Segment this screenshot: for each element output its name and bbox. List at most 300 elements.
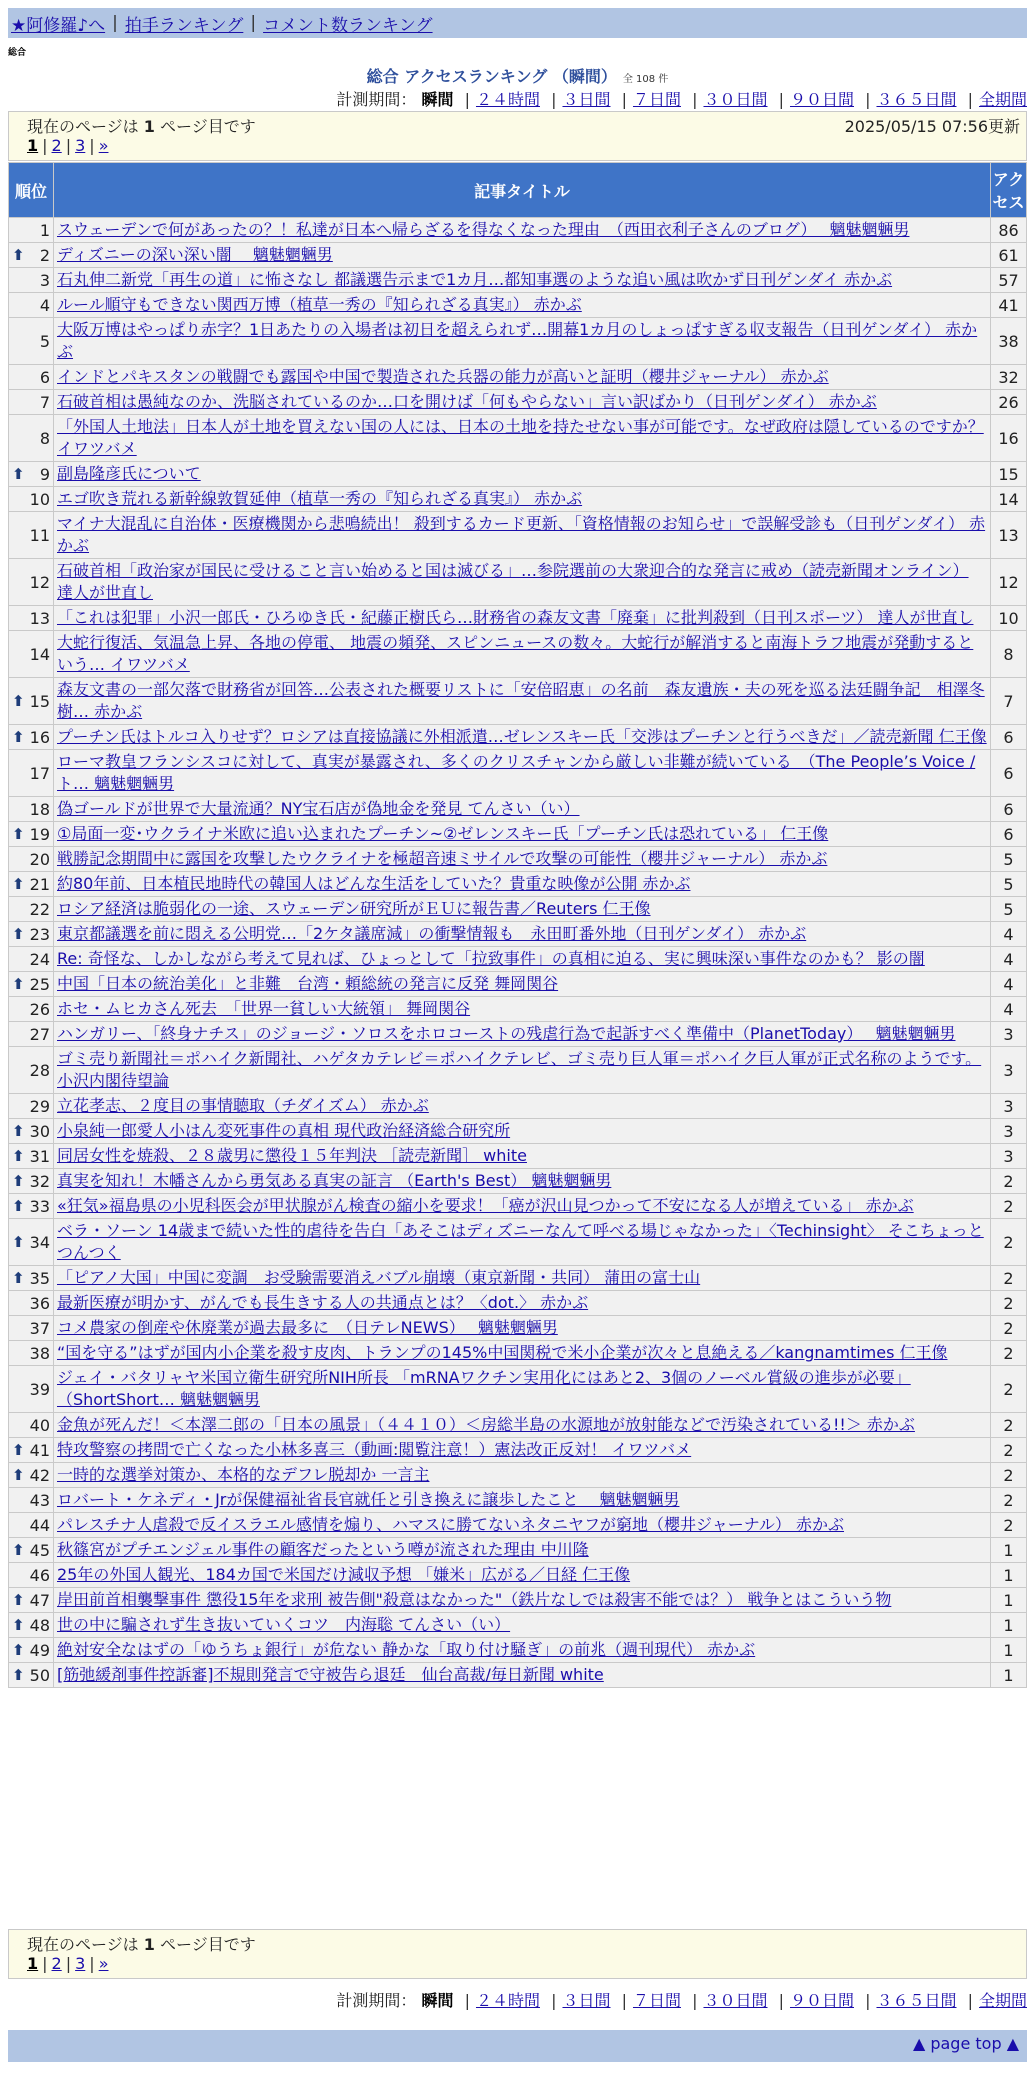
- article-title-link[interactable]: Re: 奇怪な、しかしながら考えて見れば、ひょっとして「拉致事件」の真相に迫る、実に興味深い事件なのかも？ 影の闇: [57, 949, 925, 968]
- article-title-link[interactable]: スウェーデンで何があったの？！私達が日本へ帰らざるを得なくなった理由 （西田衣利子さんのブログ） 魑魅魍魎男: [57, 220, 910, 239]
- title-cell: [54, 1513, 991, 1538]
- rank-number: 19: [29, 824, 50, 844]
- article-title-link[interactable]: ロシア経済は脆弱化の一途、スウェーデン研究所がＥＵに報告書／Reuters 仁王像: [57, 899, 651, 918]
- title-cell: [54, 243, 991, 268]
- rank-cell: [9, 997, 54, 1022]
- table-row: [9, 1613, 1027, 1638]
- rank-number: 22: [29, 899, 50, 919]
- table-row: [9, 606, 1027, 631]
- rank-number: 24: [29, 949, 50, 969]
- period-separator: |: [778, 90, 784, 109]
- title-cell: [54, 559, 991, 606]
- rank-up-arrow-icon: ⬆: [12, 1232, 25, 1251]
- next-page-link[interactable]: »: [98, 1954, 109, 1973]
- table-row: [9, 922, 1027, 947]
- rank-cell: [9, 1291, 54, 1316]
- title-cell: [54, 678, 991, 725]
- rank-up-arrow-icon: ⬆: [12, 1196, 25, 1215]
- access-count: 10: [991, 606, 1027, 631]
- access-count: 57: [991, 268, 1027, 293]
- rank-cell: [9, 847, 54, 872]
- article-title-link[interactable]: インドとパキスタンの戦闘でも露国や中国で製造された兵器の能力が高いと証明（櫻井ジャーナル） 赤かぶ: [57, 367, 829, 386]
- access-count: 2: [991, 1291, 1027, 1316]
- rank-cell: [9, 897, 54, 922]
- page-separator: |: [65, 1954, 72, 1973]
- access-count: 4: [991, 972, 1027, 997]
- rank-cell: [9, 1513, 54, 1538]
- title-cell: [54, 268, 991, 293]
- article-title-link[interactable]: 大蛇行復活、気温急上昇、各地の停電、 地震の頻発、スピンニュースの数々。大蛇行が解消すると南海トラフ地震が発動するという… イワツバメ: [57, 633, 974, 674]
- rank-number: 42: [29, 1465, 50, 1485]
- period-separator: |: [551, 1991, 557, 2010]
- rank-cell: [9, 559, 54, 606]
- category-tag: 総合: [8, 48, 27, 58]
- table-row: [9, 1291, 1027, 1316]
- article-title-link[interactable]: 秋篠宮がプチエンジェル事件の顧客だったという噂が流された理由 中川隆: [57, 1540, 589, 1559]
- article-title-link[interactable]: [筋弛緩剤事件控訴審]不規則発言で守被告ら退廷 仙台高裁/毎日新聞 white: [57, 1665, 604, 1684]
- article-title-link[interactable]: 「ピアノ大国」中国に変調 お受験需要消えバブル崩壊（東京新聞・共同） 蒲田の富士山: [57, 1268, 701, 1287]
- rank-cell: [9, 1047, 54, 1094]
- period-separator: |: [621, 90, 627, 109]
- table-row: [9, 559, 1027, 606]
- rank-cell: [9, 1094, 54, 1119]
- table-row: [9, 972, 1027, 997]
- article-title-link[interactable]: 石破首相は愚純なのか、洗脳されているのか…口を開けば「何もやらない」言い訳ばかり（日刊ゲンダイ） 赤かぶ: [57, 392, 877, 411]
- pager-panel-bottom: [8, 1929, 1027, 1979]
- rank-number: 48: [29, 1615, 50, 1635]
- rank-number: 12: [29, 572, 50, 592]
- period-30d-link[interactable]: ３０日間: [703, 1991, 768, 2010]
- access-count: 86: [991, 218, 1027, 243]
- article-title-link[interactable]: 最新医療が明かす、がんでも長生きする人の共通点とは？〈dot.〉 赤かぶ: [57, 1293, 589, 1312]
- title-cell: [54, 922, 991, 947]
- table-row: [9, 750, 1027, 797]
- table-row: [9, 1563, 1027, 1588]
- top-nav-bar: [8, 8, 1027, 38]
- rank-cell: [9, 1438, 54, 1463]
- rank-up-arrow-icon: ⬆: [12, 1121, 25, 1140]
- title-cell: [54, 947, 991, 972]
- article-title-link[interactable]: 約80年前、日本植民地時代の韓国人はどんな生活をしていた？貴重な映像が公開 赤かぶ: [57, 874, 691, 893]
- access-count: 6: [991, 797, 1027, 822]
- rank-up-arrow-icon: ⬆: [12, 1540, 25, 1559]
- article-title-link[interactable]: 「外国人土地法」日本人が土地を買えない国の人には、日本の土地を持たせない事が可能です。なぜ政府は隠しているのですか？ イワツバメ: [57, 417, 984, 458]
- access-count: 38: [991, 318, 1027, 365]
- rank-number: 6: [39, 367, 50, 387]
- article-title-link[interactable]: 絶対安全なはずの「ゆうちょ銀行」が危ない 静かな「取り付け騒ぎ」の前兆（週刊現代） 赤かぶ: [57, 1640, 756, 1659]
- page-link-1[interactable]: 1: [27, 136, 39, 155]
- article-title-link[interactable]: ①局面一変･ウクライナ米欧に追い込まれたプーチン~②ゼレンスキー氏「プーチン氏は恐れている」 仁王像: [57, 824, 829, 843]
- title-cell: [54, 1663, 991, 1688]
- title-cell: [54, 293, 991, 318]
- table-row: [9, 1144, 1027, 1169]
- rank-up-arrow-icon: ⬆: [12, 1146, 25, 1165]
- article-title-link[interactable]: 「これは犯罪」小沢一郎氏・ひろゆき氏・紀藤正樹氏ら…財務省の森友文書「廃棄」に批判殺到（日刊スポーツ） 達人が世直し: [57, 608, 974, 627]
- period-separator: |: [967, 1991, 973, 2010]
- table-row: [9, 847, 1027, 872]
- access-count: 16: [991, 415, 1027, 462]
- period-365d-link[interactable]: ３６５日間: [876, 90, 957, 109]
- title-cell: [54, 1638, 991, 1663]
- table-row: [9, 218, 1027, 243]
- article-title-link[interactable]: ベラ・ソーン 14歳まで続いた性的虐待を告白「あそこはディズニーなんて呼べる場じゃなかった」〈Techinsight〉 そこちょっとつんつく: [57, 1221, 984, 1262]
- title-cell: [54, 1291, 991, 1316]
- rank-cell: [9, 487, 54, 512]
- table-row: [9, 365, 1027, 390]
- article-title-link[interactable]: 偽ゴールドが世界で大量流通？NY宝石店が偽地金を発見 てんさい（い）: [57, 799, 580, 818]
- access-count: 2: [991, 1463, 1027, 1488]
- access-count: 4: [991, 997, 1027, 1022]
- article-title-link[interactable]: 副島隆彦氏について: [57, 464, 201, 483]
- table-row: [9, 797, 1027, 822]
- page-links: [9, 136, 1026, 160]
- title-cell: [54, 365, 991, 390]
- article-title-link[interactable]: 大阪万博はやっぱり赤字？1日あたりの入場者は初日を超えられず…開幕1カ月のしょっぱすぎる収支報告（日刊ゲンダイ） 赤かぶ: [57, 320, 978, 361]
- period-separator: |: [692, 90, 698, 109]
- period-3d-link[interactable]: ３日間: [562, 90, 611, 109]
- access-count: 5: [991, 847, 1027, 872]
- rank-cell: [9, 1463, 54, 1488]
- article-title-link[interactable]: プーチン氏はトルコ入りせず？ロシアは直接協議に外相派遣…ゼレンスキー氏「交渉はプーチンと行うべきだ」／読売新聞 仁王像: [57, 727, 987, 746]
- period-7d-link[interactable]: ７日間: [632, 1991, 681, 2010]
- rank-cell: [9, 822, 54, 847]
- rank-number: 31: [29, 1146, 50, 1166]
- article-title-link[interactable]: ゴミ売り新聞社＝ポハイク新聞社、ハゲタカテレビ＝ポハイクテレビ、ゴミ売り巨人軍＝ポハイク巨人軍が正式名称のようです。 小沢内閣待望論: [57, 1049, 982, 1090]
- access-count: 6: [991, 725, 1027, 750]
- title-cell: [54, 1094, 991, 1119]
- period-365d-link[interactable]: ３６５日間: [876, 1991, 957, 2010]
- article-title-link[interactable]: 岸田前首相襲撃事件 懲役15年を求刑 被告側"殺意はなかった"（鉄片なしでは殺害不能では？） 戦争とはこういう物: [57, 1590, 892, 1609]
- article-title-link[interactable]: 石破首相「政治家が国民に受けること言い始めると国は滅びる」…参院選前の大衆迎合的な発言に戒め（読売新聞オンライン） 達人が世直し: [57, 561, 969, 602]
- rank-number: 25: [29, 974, 50, 994]
- period-label: 計測期間：: [336, 90, 417, 109]
- rank-cell: [9, 1316, 54, 1341]
- period-all-link[interactable]: 全期間: [978, 90, 1027, 109]
- table-row: [9, 293, 1027, 318]
- pager-panel-top: [8, 111, 1027, 161]
- access-count: 5: [991, 872, 1027, 897]
- period-separator: |: [464, 90, 470, 109]
- rank-number: 7: [39, 392, 50, 412]
- access-count: 1: [991, 1613, 1027, 1638]
- table-row: [9, 1538, 1027, 1563]
- table-row: [9, 243, 1027, 268]
- article-title-link[interactable]: コメ農家の倒産や休廃業が過去最多に （日テレNEWS） 魑魅魍魎男: [57, 1318, 558, 1337]
- rank-number: 23: [29, 924, 50, 944]
- rank-number: 16: [29, 727, 50, 747]
- article-title-link[interactable]: 小泉純一郎愛人小はん変死事件の真相 現代政治経済総合研究所: [57, 1121, 511, 1140]
- period-3d-link[interactable]: ３日間: [562, 1991, 611, 2010]
- access-count: 1: [991, 1588, 1027, 1613]
- access-count: 2: [991, 1513, 1027, 1538]
- title-cell: [54, 822, 991, 847]
- rank-cell: [9, 1366, 54, 1413]
- title-cell: [54, 1022, 991, 1047]
- rank-cell: [9, 1538, 54, 1563]
- title-cell: [54, 1488, 991, 1513]
- access-count: 2: [991, 1219, 1027, 1266]
- rank-up-arrow-icon: ⬆: [12, 974, 25, 993]
- article-title-link[interactable]: 世の中に騙されず生き抜いていくコツ 内海聡 てんさい（い）: [57, 1615, 511, 1634]
- rank-cell: [9, 972, 54, 997]
- rank-number: 37: [29, 1318, 50, 1338]
- rank-cell: [9, 365, 54, 390]
- rank-cell: [9, 1219, 54, 1266]
- title-cell: [54, 487, 991, 512]
- access-count: 2: [991, 1341, 1027, 1366]
- rank-cell: [9, 1144, 54, 1169]
- rank-cell: [9, 872, 54, 897]
- period-separator: |: [551, 90, 557, 109]
- article-title-link[interactable]: ハンガリー、「終身ナチス」のジョージ・ソロスをホロコーストの残虐行為で起訴すべく準備中（PlanetToday） 魑魅魍魎男: [57, 1024, 956, 1043]
- pager-current-number: 1: [143, 117, 155, 136]
- access-count: 1: [991, 1663, 1027, 1688]
- rank-cell: [9, 243, 54, 268]
- rank-cell: [9, 1588, 54, 1613]
- period-current: 瞬間: [421, 90, 454, 109]
- rank-number: 4: [39, 295, 50, 315]
- table-row: [9, 997, 1027, 1022]
- table-row: [9, 268, 1027, 293]
- title-cell: [54, 606, 991, 631]
- access-count: 2: [991, 1488, 1027, 1513]
- period-label: 計測期間：: [336, 1991, 417, 2010]
- rank-number: 43: [29, 1490, 50, 1510]
- period-30d-link[interactable]: ３０日間: [703, 90, 768, 109]
- rank-number: 32: [29, 1171, 50, 1191]
- period-current: 瞬間: [421, 1991, 454, 2010]
- page-link-1[interactable]: 1: [27, 1954, 39, 1973]
- article-title-link[interactable]: 金魚が死んだ！＜本澤二郎の「日本の風景」（４４１０）＜房総半島の水源地が放射能などで汚染されている!!＞ 赤かぶ: [57, 1415, 915, 1434]
- access-count: 14: [991, 487, 1027, 512]
- table-row: [9, 390, 1027, 415]
- page-link-3[interactable]: 3: [75, 136, 86, 155]
- comment-ranking-link[interactable]: コメント数ランキング: [263, 15, 433, 36]
- title-cell: [54, 218, 991, 243]
- title-cell: [54, 1119, 991, 1144]
- table-row: [9, 822, 1027, 847]
- period-24h-link[interactable]: ２４時間: [475, 1991, 540, 2010]
- article-title-link[interactable]: 真実を知れ！木幡さんから勇気ある真実の証言 （Earth's Best） 魑魅魍魎男: [57, 1171, 612, 1190]
- page-separator: |: [89, 1954, 95, 1973]
- article-title-link[interactable]: 25年の外国人観光、184カ国で米国だけ減収予想 「嫌米」広がる／日経 仁王像: [57, 1565, 631, 1584]
- article-title-link[interactable]: ホセ・ムヒカさん死去 「世界一貧しい大統領」 舞岡関谷: [57, 999, 471, 1018]
- rank-number: 50: [29, 1665, 50, 1685]
- access-count: 2: [991, 1194, 1027, 1219]
- rank-cell: [9, 631, 54, 678]
- access-count: 4: [991, 922, 1027, 947]
- title-cell: [54, 1219, 991, 1266]
- rank-number: 1: [39, 220, 50, 240]
- rank-cell: [9, 415, 54, 462]
- period-separator: |: [621, 1991, 627, 2010]
- count-header: アクセス: [991, 163, 1027, 218]
- table-row: [9, 1513, 1027, 1538]
- rank-cell: [9, 462, 54, 487]
- title-cell: [54, 997, 991, 1022]
- rank-cell: [9, 1488, 54, 1513]
- rank-up-arrow-icon: ⬆: [12, 1615, 25, 1634]
- rank-number: 30: [29, 1121, 50, 1141]
- page-separator: |: [42, 1954, 48, 1973]
- rank-up-arrow-icon: ⬆: [12, 245, 25, 264]
- table-row: [9, 415, 1027, 462]
- title-cell: [54, 1169, 991, 1194]
- title-cell: [54, 1413, 991, 1438]
- rank-up-arrow-icon: ⬆: [12, 924, 25, 943]
- article-title-link[interactable]: 一時的な選挙対策か、本格的なデフレ脱却か 一言主: [57, 1465, 430, 1484]
- article-title-link[interactable]: ルール順守もできない関西万博（植草一秀の『知られざる真実』） 赤かぶ: [57, 295, 582, 314]
- rank-number: 28: [29, 1060, 50, 1080]
- rank-number: 44: [29, 1515, 50, 1535]
- rank-up-arrow-icon: ⬆: [12, 824, 25, 843]
- rank-cell: [9, 293, 54, 318]
- period-7d-link[interactable]: ７日間: [632, 90, 681, 109]
- rank-number: 20: [29, 849, 50, 869]
- rank-up-arrow-icon: ⬆: [12, 1268, 25, 1287]
- rank-number: 36: [29, 1293, 50, 1313]
- updated-timestamp: 2025/05/15 07:56更新: [844, 117, 1020, 136]
- table-row: [9, 725, 1027, 750]
- rank-up-arrow-icon: ⬆: [12, 727, 25, 746]
- rank-number: 8: [39, 428, 50, 448]
- rank-up-arrow-icon: ⬆: [12, 1665, 25, 1684]
- article-title-link[interactable]: 石丸伸二新党「再生の道」に怖さなし 都議選告示まで1カ月…都知事選のような追い風は吹かず日刊ゲンダイ 赤かぶ: [57, 270, 893, 289]
- page-separator: |: [89, 136, 95, 155]
- clap-ranking-link[interactable]: 拍手ランキング: [124, 15, 244, 36]
- article-title-link[interactable]: 特攻警察の拷問で亡くなった小林多喜三（動画:閲覧注意！）憲法改正反対！ イワツバメ: [57, 1440, 692, 1459]
- rank-number: 17: [29, 763, 50, 783]
- rank-cell: [9, 947, 54, 972]
- article-title-link[interactable]: ディズニーの深い深い闇 魑魅魍魎男: [57, 245, 333, 264]
- rank-number: 40: [29, 1415, 50, 1435]
- pager-prefix: 現在のページは: [27, 117, 144, 136]
- article-title-link[interactable]: 東京都議選を前に悶える公明党…「2ケタ議席減」の衝撃情報も 永田町番外地（日刊ゲンダイ） 赤かぶ: [57, 924, 807, 943]
- rank-number: 41: [29, 1440, 50, 1460]
- title-cell: [54, 631, 991, 678]
- article-title-link[interactable]: マイナ大混乱に自治体・医療機関から悲鳴続出！ 殺到するカード更新、「資格情報のお知らせ」で誤解受診も（日刊ゲンダイ） 赤かぶ: [57, 514, 986, 555]
- rank-number: 11: [29, 525, 50, 545]
- article-title-link[interactable]: ロバート・ケネディ・Jrが保健福祉省長官就任と引き換えに譲歩したこと 魑魅魍魎男: [57, 1490, 680, 1509]
- title-cell: [54, 750, 991, 797]
- title-cell: [54, 318, 991, 365]
- period-90d-link[interactable]: ９０日間: [789, 90, 854, 109]
- access-count: 2: [991, 1266, 1027, 1291]
- rank-up-arrow-icon: ⬆: [12, 1640, 25, 1659]
- access-count: 2: [991, 1413, 1027, 1438]
- article-title-link[interactable]: “国を守る”はずが国内小企業を殺す皮肉、トランプの145%中国関税で米小企業が次々と息絶える／kangnamtimes 仁王像: [57, 1343, 948, 1362]
- pager-current-number: 1: [143, 1935, 155, 1954]
- rank-cell: [9, 1341, 54, 1366]
- rank-cell: [9, 606, 54, 631]
- rank-number: 2: [39, 245, 50, 265]
- rank-number: 9: [39, 464, 50, 484]
- access-count: 7: [991, 678, 1027, 725]
- rank-number: 14: [29, 644, 50, 664]
- article-title-link[interactable]: パレスチナ人虐殺で反イスラエル感情を煽り、ハマスに勝てないネタニヤフが窮地（櫻井ジャーナル） 赤かぶ: [57, 1515, 845, 1534]
- rank-cell: [9, 1663, 54, 1688]
- rank-number: 26: [29, 999, 50, 1019]
- total-count: 全 108 件: [622, 74, 669, 85]
- period-selector-top: [336, 87, 1027, 110]
- access-count: 12: [991, 559, 1027, 606]
- rank-number: 21: [29, 874, 50, 894]
- article-title-link[interactable]: 森友文書の一部欠落で財務省が回答…公表された概要リストに「安倍昭恵」の名前 森友遺族・夫の死を巡る法廷闘争記 相澤冬樹… 赤かぶ: [57, 680, 985, 721]
- next-page-link[interactable]: »: [98, 136, 109, 155]
- access-count: 3: [991, 1094, 1027, 1119]
- rank-number: 35: [29, 1268, 50, 1288]
- page-top-link[interactable]: ▲ page top ▲: [912, 2034, 1019, 2053]
- table-row: [9, 1119, 1027, 1144]
- period-24h-link[interactable]: ２４時間: [475, 90, 540, 109]
- access-count: 2: [991, 1366, 1027, 1413]
- access-count: 3: [991, 1022, 1027, 1047]
- title-cell: [54, 1588, 991, 1613]
- rank-cell: [9, 750, 54, 797]
- title-header: 記事タイトル: [54, 163, 991, 218]
- rank-cell: [9, 318, 54, 365]
- table-row: [9, 1588, 1027, 1613]
- rank-cell: [9, 268, 54, 293]
- access-count: 26: [991, 390, 1027, 415]
- table-row: [9, 1316, 1027, 1341]
- rank-cell: [9, 390, 54, 415]
- rank-up-arrow-icon: ⬆: [12, 1440, 25, 1459]
- ranking-title: 総合 アクセスランキング （瞬間）: [366, 67, 617, 86]
- rank-number: 39: [29, 1379, 50, 1399]
- access-count: 6: [991, 750, 1027, 797]
- pager-suffix: ページ目です: [154, 117, 256, 136]
- access-count: 2: [991, 1438, 1027, 1463]
- title-cell: [54, 390, 991, 415]
- article-title-link[interactable]: ローマ教皇フランシスコに対して、真実が暴露され、多くのクリスチャンから厳しい非難が続いている （The People’s Voice / ト… 魑魅魍魎男: [57, 752, 976, 793]
- table-row: [9, 678, 1027, 725]
- rank-cell: [9, 1022, 54, 1047]
- rank-up-arrow-icon: ⬆: [12, 691, 25, 710]
- article-title-link[interactable]: ジェイ・バタリャヤ米国立衛生研究所NIH所長 「mRNAワクチン実用化にはあと2、3個のノーベル賞級の進歩が必要」（ShortShort… 魑魅魍魎男: [57, 1368, 911, 1409]
- article-title-link[interactable]: 中国「日本の統治美化」と非難 台湾・頼総統の発言に反発 舞岡関谷: [57, 974, 559, 993]
- article-title-link[interactable]: 戦勝記念期間中に露国を攻撃したウクライナを極超音速ミサイルで攻撃の可能性（櫻井ジャーナル） 赤かぶ: [57, 849, 828, 868]
- rank-cell: [9, 678, 54, 725]
- rank-cell: [9, 1266, 54, 1291]
- rank-number: 47: [29, 1590, 50, 1610]
- access-count: 3: [991, 1144, 1027, 1169]
- rank-cell: [9, 1563, 54, 1588]
- access-count: 32: [991, 365, 1027, 390]
- current-page-text: [27, 114, 256, 136]
- table-row: [9, 1047, 1027, 1094]
- asyura-home-link[interactable]: ★阿修羅♪へ: [11, 15, 106, 36]
- article-title-link[interactable]: エゴ吹き荒れる新幹線敦賀延伸（植草一秀の『知られざる真実』） 赤かぶ: [57, 489, 583, 508]
- article-title-link[interactable]: 立花孝志、２度目の事情聴取（チダイズム） 赤かぶ: [57, 1096, 429, 1115]
- table-row: [9, 1463, 1027, 1488]
- table-row: [9, 318, 1027, 365]
- period-90d-link[interactable]: ９０日間: [789, 1991, 854, 2010]
- title-cell: [54, 725, 991, 750]
- period-all-link[interactable]: 全期間: [978, 1991, 1027, 2010]
- page-link-2[interactable]: 2: [51, 1954, 62, 1973]
- rank-cell: [9, 797, 54, 822]
- access-count: 3: [991, 1119, 1027, 1144]
- article-title-link[interactable]: «狂気»福島県の小児科医会が甲状腺がん検査の縮小を要求！「癌が沢山見つかって不安になる人が増えている」 赤かぶ: [57, 1196, 914, 1215]
- article-title-link[interactable]: 同居女性を焼殺、２８歳男に懲役１５年判決 ［読売新聞］ white: [57, 1146, 527, 1165]
- page-link-3[interactable]: 3: [75, 1954, 86, 1973]
- title-cell: [54, 1316, 991, 1341]
- page-link-2[interactable]: 2: [51, 136, 62, 155]
- rank-up-arrow-icon: ⬆: [12, 1465, 25, 1484]
- ranking-heading: [0, 64, 1035, 87]
- title-cell: [54, 1366, 991, 1413]
